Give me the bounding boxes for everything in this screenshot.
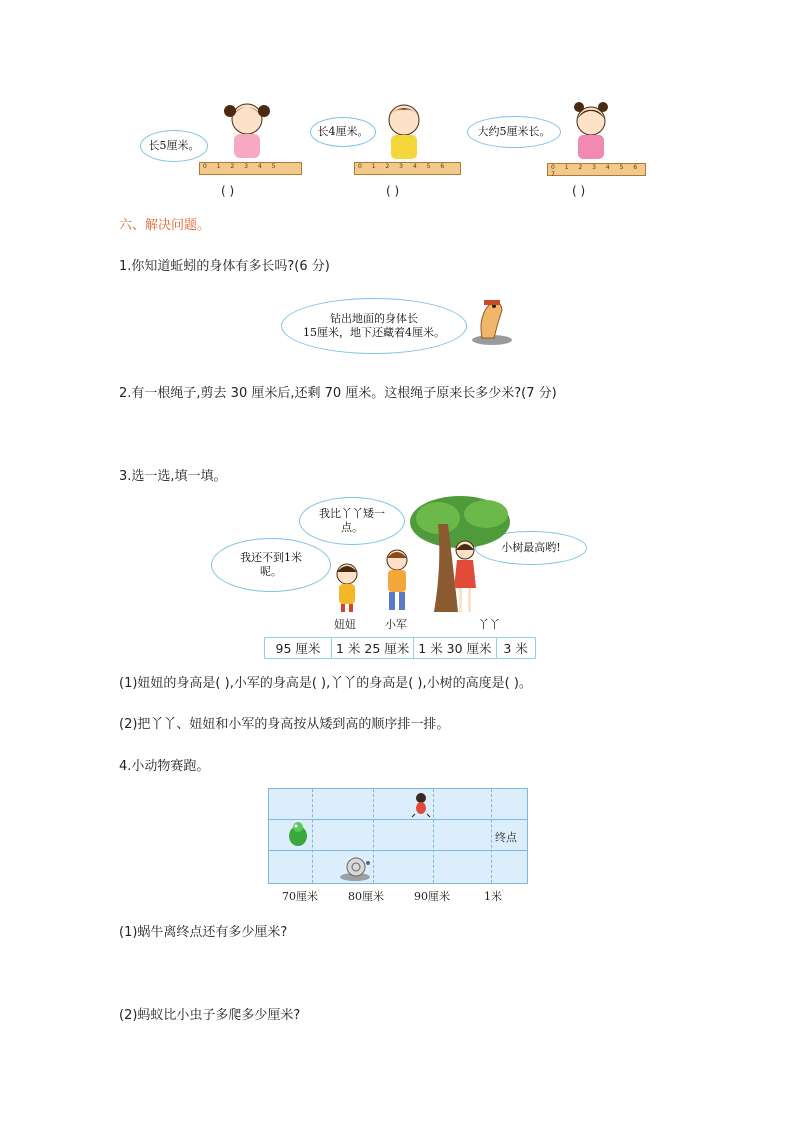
mark-80cm: 80厘米 xyxy=(348,890,384,903)
question-4-part-1: (1)蜗牛离终点还有多少厘米? xyxy=(119,925,288,940)
question-3-part-2: (2)把丫丫、妞妞和小军的身高按从矮到高的顺序排一排。 xyxy=(119,717,450,732)
question-4-part-2: (2)蚂蚁比小虫子多爬多少厘米? xyxy=(119,1008,301,1023)
niuniu-illustration xyxy=(331,562,363,612)
finish-label: 终点 xyxy=(495,831,517,844)
yaya-illustration xyxy=(450,540,480,614)
earthworm-bubble: 钻出地面的身体长 15厘米，地下还藏着4厘米。 xyxy=(281,298,467,354)
snail-icon xyxy=(339,853,373,881)
answer-blank-1: ( ) xyxy=(221,184,235,198)
distance-line xyxy=(312,789,313,883)
ruler-1: 0 1 2 3 4 5 xyxy=(199,162,302,175)
option-cell: 1 米 30 厘米 xyxy=(414,638,496,659)
speech-bubble-2: 长4厘米。 xyxy=(310,117,376,147)
earthworm-illustration xyxy=(468,296,516,346)
yaya-bubble: 小树最高哟! xyxy=(475,531,587,565)
mark-90cm: 90厘米 xyxy=(414,890,450,903)
option-cell: 1 米 25 厘米 xyxy=(332,638,414,659)
ruler-3: 0 1 2 3 4 5 6 7 xyxy=(547,163,646,176)
question-4: 4.小动物赛跑。 xyxy=(119,759,210,774)
race-grid xyxy=(268,788,528,884)
mark-70cm: 70厘米 xyxy=(282,890,318,903)
distance-line xyxy=(373,789,374,883)
girl-2-illustration xyxy=(561,99,621,161)
height-options-table xyxy=(264,637,536,659)
boy-illustration xyxy=(374,98,434,162)
speech-bubble-1: 长5厘米。 xyxy=(140,130,208,162)
option-cell: 3 米 xyxy=(496,638,535,659)
label-yaya: 丫丫 xyxy=(478,618,500,631)
speech-bubble-3: 大约5厘米长。 xyxy=(467,116,561,148)
mark-1m: 1米 xyxy=(484,890,502,903)
niuniu-bubble: 我还不到1米呢。 xyxy=(211,538,331,592)
label-niuniu: 妞妞 xyxy=(334,618,356,631)
question-2: 2.有一根绳子,剪去 30 厘米后,还剩 70 厘米。这根绳子原来长多少米?(7 分) xyxy=(119,386,557,401)
ruler-2: 0 1 2 3 4 5 6 xyxy=(354,162,461,175)
finish-line xyxy=(491,789,492,883)
answer-blank-2: ( ) xyxy=(386,184,400,198)
bug-icon xyxy=(285,820,311,848)
xiaojun-bubble: 我比丫丫矮一点。 xyxy=(299,497,405,545)
xiaojun-illustration xyxy=(377,548,417,612)
question-1: 1.你知道蚯蚓的身体有多长吗?(6 分) xyxy=(119,259,330,274)
girl-1-illustration xyxy=(212,97,282,163)
answer-blank-3: ( ) xyxy=(572,184,586,198)
ant-icon xyxy=(409,792,433,818)
section-title: 六、解决问题。 xyxy=(119,218,211,233)
question-3-part-1: (1)妞妞的身高是( ),小军的身高是( ),丫丫的身高是( ),小树的高度是( )。 xyxy=(119,676,532,691)
option-cell: 95 厘米 xyxy=(265,638,332,659)
label-xiaojun: 小军 xyxy=(385,618,407,631)
lane-divider xyxy=(269,850,527,851)
distance-line xyxy=(433,789,434,883)
question-3: 3.选一选,填一填。 xyxy=(119,469,227,484)
